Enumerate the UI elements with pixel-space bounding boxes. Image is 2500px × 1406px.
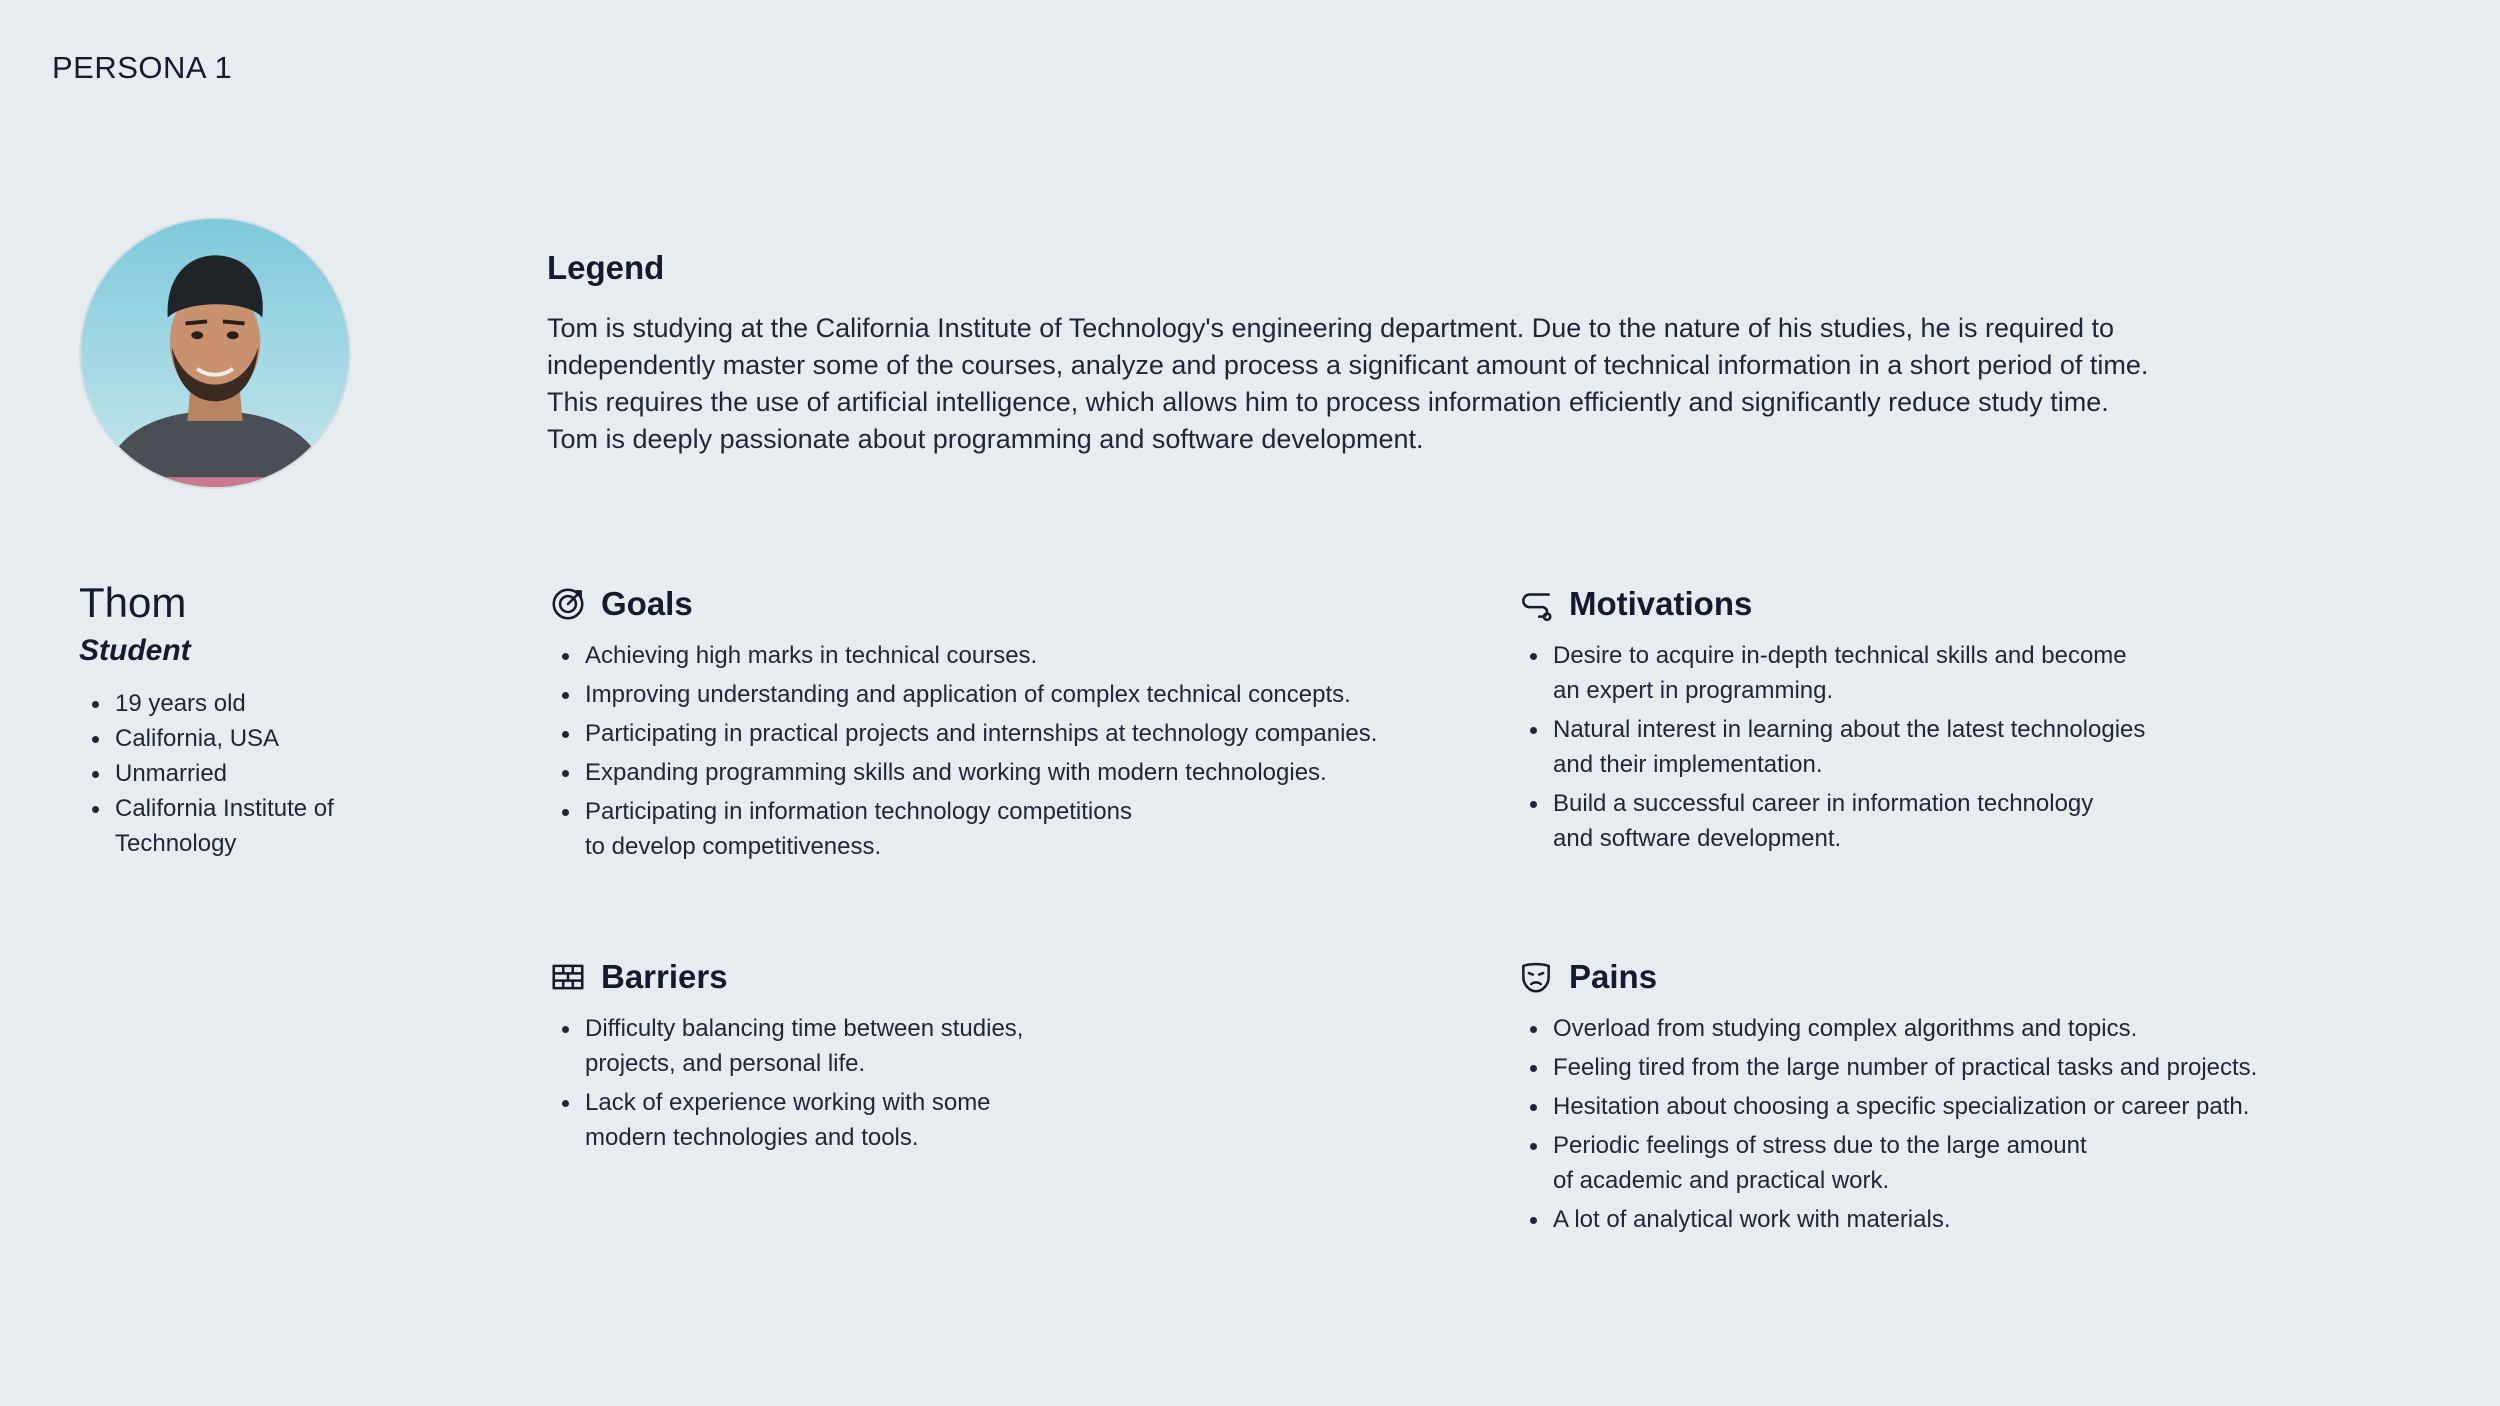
legend-text bbox=[547, 310, 2247, 458]
persona-name: Thom bbox=[79, 579, 187, 626]
list-item: Build a successful career in information technology and software development. bbox=[1553, 786, 2417, 856]
legend-line: independently master some of the courses, analyze and process a significant amount of technical information in a short period of time. bbox=[547, 349, 2149, 380]
legend-section bbox=[547, 248, 2247, 458]
list-item: California, USA bbox=[115, 721, 379, 756]
route-icon bbox=[1517, 585, 1555, 623]
legend-line: Tom is studying at the California Institute of Technology's engineering department. Due to the nature of his studies, he is required to bbox=[547, 312, 2115, 343]
list-item: Feeling tired from the large number of practical tasks and projects. bbox=[1553, 1050, 2417, 1085]
persona-profile bbox=[79, 578, 379, 861]
list-item: Unmarried bbox=[115, 756, 379, 791]
list-item: Participating in practical projects and internships at technology companies. bbox=[585, 716, 1449, 751]
list-item: California Institute of Technology bbox=[115, 791, 379, 861]
barriers-section bbox=[549, 957, 1449, 1159]
barriers-heading: Barriers bbox=[601, 958, 728, 995]
legend-line: Tom is deeply passionate about programming and software development. bbox=[547, 423, 1424, 454]
list-item: Improving understanding and application of complex technical concepts. bbox=[585, 677, 1449, 712]
legend-line: This requires the use of artificial intelligence, which allows him to process information efficiently and significantly reduce study time. bbox=[547, 386, 2109, 417]
motivations-section bbox=[1517, 584, 2417, 860]
list-item: Participating in information technology competitions to develop competitiveness. bbox=[585, 794, 1449, 864]
avatar bbox=[79, 217, 351, 489]
list-item: Overload from studying complex algorithms and topics. bbox=[1553, 1011, 2417, 1046]
motivations-list bbox=[1517, 638, 2417, 856]
list-item: Difficulty balancing time between studies, projects, and personal life. bbox=[585, 1011, 1449, 1081]
pains-section bbox=[1517, 957, 2417, 1241]
list-item: 19 years old bbox=[115, 686, 379, 721]
brick-wall-icon bbox=[549, 958, 587, 996]
list-item: Desire to acquire in-depth technical skills and become an expert in programming. bbox=[1553, 638, 2417, 708]
list-item: A lot of analytical work with materials. bbox=[1553, 1202, 2417, 1237]
persona-details bbox=[79, 686, 379, 861]
goals-heading: Goals bbox=[601, 585, 693, 622]
list-item: Achieving high marks in technical courses. bbox=[585, 638, 1449, 673]
legend-heading: Legend bbox=[547, 249, 665, 286]
barriers-list bbox=[549, 1011, 1449, 1155]
list-item: Expanding programming skills and working with modern technologies. bbox=[585, 755, 1449, 790]
persona-role: Student bbox=[79, 634, 191, 668]
list-item: Periodic feelings of stress due to the large amount of academic and practical work. bbox=[1553, 1128, 2417, 1198]
pains-list bbox=[1517, 1011, 2417, 1237]
motivations-heading: Motivations bbox=[1569, 585, 1753, 622]
goals-section bbox=[549, 584, 1449, 868]
goals-list bbox=[549, 638, 1449, 864]
list-item: Natural interest in learning about the latest technologies and their implementation. bbox=[1553, 712, 2417, 782]
avatar-photo bbox=[81, 219, 349, 487]
sad-mask-icon bbox=[1517, 958, 1555, 996]
list-item: Hesitation about choosing a specific specialization or career path. bbox=[1553, 1089, 2417, 1124]
page-label: PERSONA 1 bbox=[52, 50, 233, 85]
pains-heading: Pains bbox=[1569, 958, 1658, 995]
target-icon bbox=[549, 585, 587, 623]
list-item: Lack of experience working with some modern technologies and tools. bbox=[585, 1085, 1449, 1155]
